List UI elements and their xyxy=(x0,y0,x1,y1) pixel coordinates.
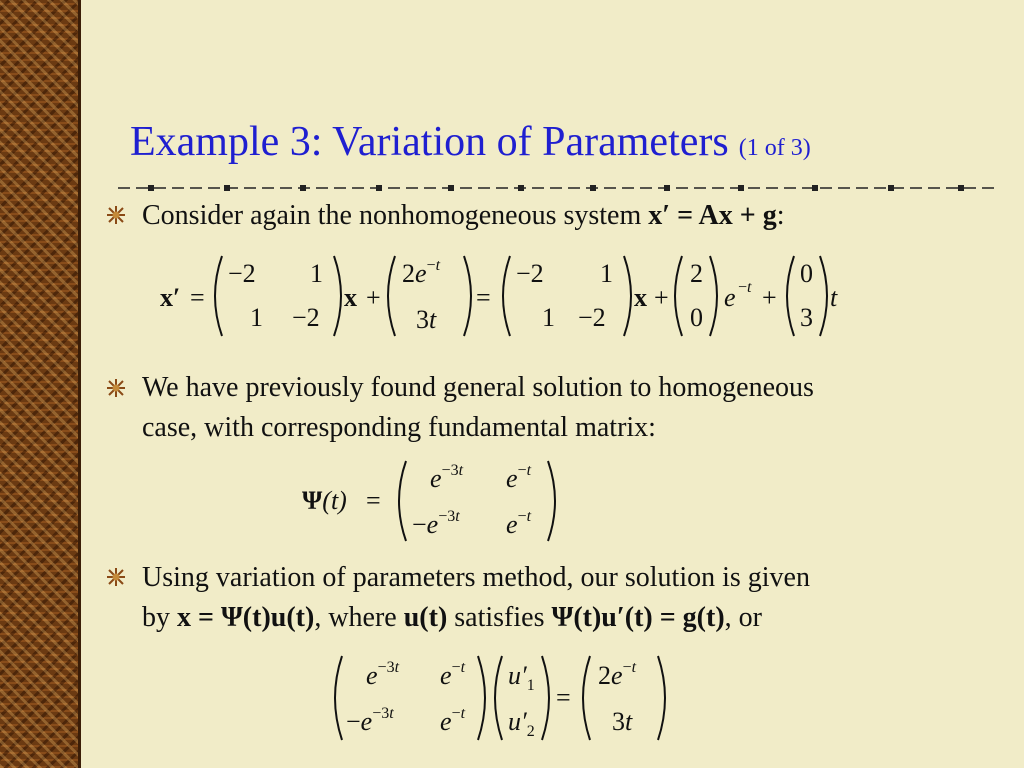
svg-text:x: x xyxy=(344,283,357,312)
decorative-sidebar xyxy=(0,0,78,768)
svg-text:=: = xyxy=(476,283,491,312)
eq2-lhs: Ψ(t) xyxy=(302,486,347,515)
svg-text:e−t: e−t xyxy=(506,508,532,539)
bullet-3-line-1: Using variation of parameters method, our solution is given xyxy=(142,562,810,593)
eq1-a11: −2 xyxy=(228,259,256,288)
bullet-2-line-2: case, with corresponding fundamental matrix: xyxy=(142,412,656,443)
svg-text:−t: −t xyxy=(738,279,752,296)
starburst-bullet-icon xyxy=(106,567,126,587)
eq1-a22: −2 xyxy=(292,303,320,332)
svg-text:e−3t: $e^{-3}t$ xyxy=(430,462,464,493)
svg-text:1: 1 xyxy=(600,259,613,288)
svg-text:=: = xyxy=(366,486,381,515)
svg-text:=: = xyxy=(556,683,571,712)
bullet-1-text: Consider again the nonhomogeneous system xyxy=(142,200,649,231)
bullet-2 xyxy=(142,368,982,448)
slide-title xyxy=(130,116,811,174)
svg-text:e−t: e−t xyxy=(506,462,532,493)
bullet-3-line-2: by x = Ψ(t)u(t), where u(t) satisfies Ψ(t)u′(t) = g(t), or xyxy=(142,602,762,633)
system-equation xyxy=(150,250,850,342)
svg-text:e: e xyxy=(724,283,736,312)
svg-text:2e−t: 2e−t xyxy=(402,257,441,288)
svg-text:x: x xyxy=(634,283,647,312)
starburst-bullet-icon xyxy=(106,378,126,398)
bullet-1 xyxy=(142,196,982,236)
svg-text:e−t: e−t xyxy=(440,705,466,736)
eq1-a21: 1 xyxy=(250,303,263,332)
svg-text:=: = xyxy=(190,283,205,312)
svg-text:1: 1 xyxy=(542,303,555,332)
title-divider xyxy=(118,185,998,191)
fundamental-matrix-equation xyxy=(296,455,566,547)
svg-text:e−t: e−t xyxy=(440,659,466,690)
svg-text:+: + xyxy=(762,283,777,312)
linear-system-equation xyxy=(328,648,678,748)
svg-text:e−3t: $e^{-3}t$ xyxy=(366,659,400,690)
bullet-1-tail: : xyxy=(776,200,785,231)
eq1-v2b: 3 xyxy=(800,303,813,332)
bullet-1-expression: x′ = Ax + g xyxy=(648,200,777,231)
sidebar-edge xyxy=(78,0,81,768)
bullet-2-line-1: We have previously found general solution to homogeneous xyxy=(142,372,814,403)
eq1-lhs: x′ xyxy=(160,283,181,312)
svg-text:u′2: $u'_2$ xyxy=(508,707,535,740)
slide-title-text: Example 3: Variation of Parameters xyxy=(130,119,729,165)
eq1-v2a: 0 xyxy=(800,259,813,288)
eq1-v1a: 2 xyxy=(690,259,703,288)
svg-text:2e−t: 2e−t xyxy=(598,659,637,690)
svg-text:−e−3t: $-e^{-3}t$ xyxy=(346,705,394,736)
eq1-factor-t: t xyxy=(830,283,838,312)
eq1-v1b: 0 xyxy=(690,303,703,332)
svg-text:3t: 3t xyxy=(612,707,633,736)
starburst-bullet-icon xyxy=(106,205,126,225)
slide-title-suffix: (1 of 3) xyxy=(738,135,811,161)
bullet-3 xyxy=(142,558,982,638)
eq1-a12: 1 xyxy=(310,259,323,288)
svg-text:3t: 3t xyxy=(416,305,437,334)
svg-text:−2: −2 xyxy=(516,259,544,288)
svg-text:−e−3t: $-e^{-3}t$ xyxy=(412,508,460,539)
svg-text:u′1: $u'_1$ xyxy=(508,661,535,694)
svg-text:+: + xyxy=(366,283,381,312)
svg-text:+: + xyxy=(654,283,669,312)
svg-text:−2: −2 xyxy=(578,303,606,332)
